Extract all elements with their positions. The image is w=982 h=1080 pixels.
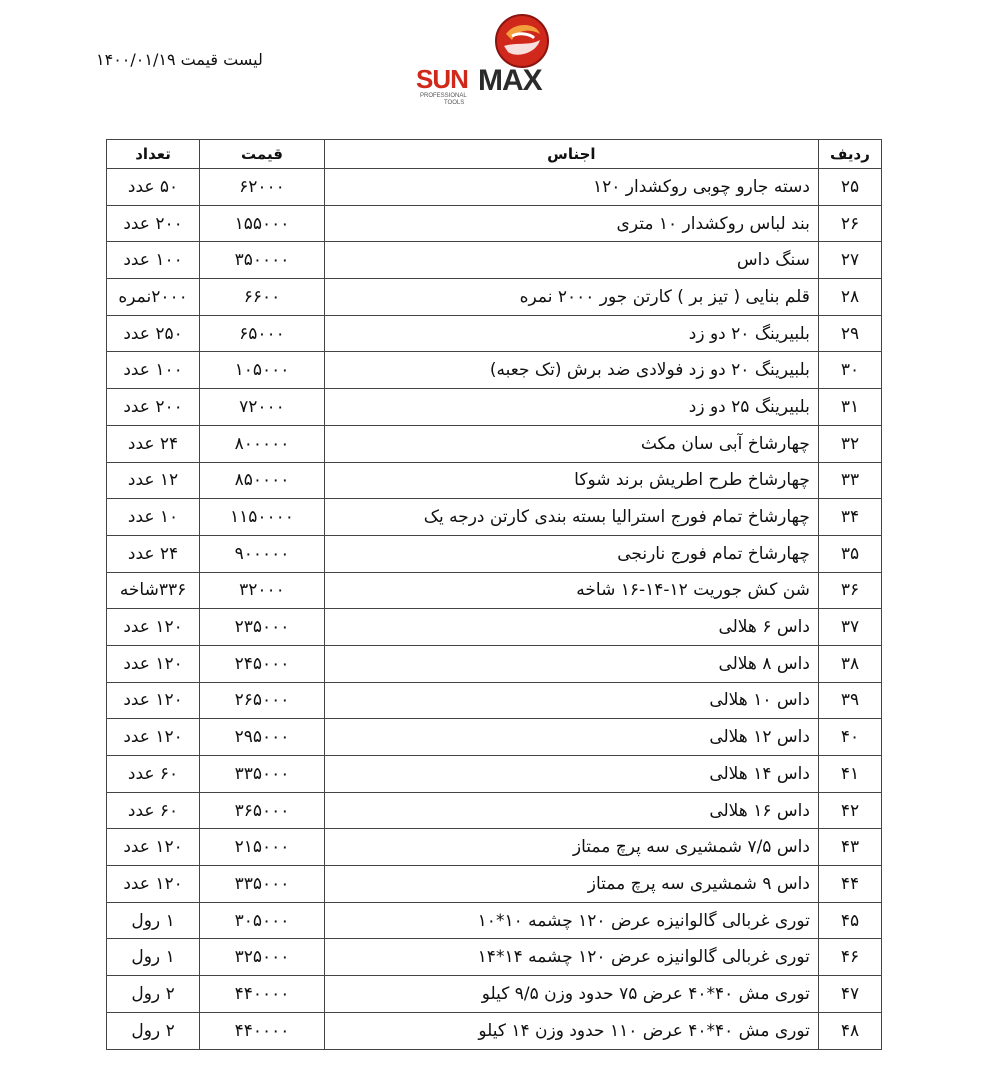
table-row [107, 1012, 882, 1049]
cell-row-number: ۴۲ [818, 792, 881, 829]
cell-price: ۴۴۰۰۰۰ [200, 1012, 325, 1049]
cell-price: ۹۰۰۰۰۰ [200, 535, 325, 572]
cell-price: ۴۴۰۰۰۰ [200, 976, 325, 1013]
cell-price: ۸۰۰۰۰۰ [200, 425, 325, 462]
cell-item: داس ۱۰ هلالی [324, 682, 818, 719]
cell-qty: ۶۰ عدد [107, 756, 200, 793]
cell-price: ۲۳۵۰۰۰ [200, 609, 325, 646]
table-row [107, 792, 882, 829]
cell-qty: ۲۴ عدد [107, 535, 200, 572]
cell-qty: ۳۳۶شاخه [107, 572, 200, 609]
sunmax-logo [412, 12, 572, 106]
cell-qty: ۱۲۰ عدد [107, 645, 200, 682]
table-row [107, 976, 882, 1013]
cell-qty: ۲۰۰۰نمره [107, 279, 200, 316]
cell-price: ۶۲۰۰۰ [200, 169, 325, 206]
cell-price: ۳۲۵۰۰۰ [200, 939, 325, 976]
logo-tagline-line2: TOOLS [444, 100, 465, 106]
cell-qty: ۲۰۰ عدد [107, 205, 200, 242]
cell-row-number: ۴۶ [818, 939, 881, 976]
cell-item: داس ۹ شمشیری سه پرچ ممتاز [324, 866, 818, 903]
cell-item: توری غربالی گالوانیزه عرض ۱۲۰ چشمه ۱۴*۱۴ [324, 939, 818, 976]
cell-qty: ۱۰ عدد [107, 499, 200, 536]
cell-row-number: ۴۰ [818, 719, 881, 756]
cell-qty: ۱۲۰ عدد [107, 866, 200, 903]
cell-row-number: ۲۶ [818, 205, 881, 242]
cell-item: چهارشاخ تمام فورج استرالیا بسته بندی کارتن درجه یک [324, 499, 818, 536]
table-row [107, 939, 882, 976]
table-row [107, 719, 882, 756]
cell-item: توری مش ۴۰*۴۰ عرض ۱۱۰ حدود وزن ۱۴ کیلو [324, 1012, 818, 1049]
cell-row-number: ۳۰ [818, 352, 881, 389]
cell-item: داس ۱۴ هلالی [324, 756, 818, 793]
table-row [107, 462, 882, 499]
cell-qty: ۲۴ عدد [107, 425, 200, 462]
cell-row-number: ۴۸ [818, 1012, 881, 1049]
cell-item: بلبیرینگ ۲۰ دو زد [324, 315, 818, 352]
cell-price: ۳۵۰۰۰۰ [200, 242, 325, 279]
header-row-number: ردیف [818, 140, 881, 169]
cell-price: ۳۰۵۰۰۰ [200, 902, 325, 939]
cell-row-number: ۲۷ [818, 242, 881, 279]
cell-item: داس ۷/۵ شمشیری سه پرچ ممتاز [324, 829, 818, 866]
cell-row-number: ۴۴ [818, 866, 881, 903]
cell-item: داس ۱۲ هلالی [324, 719, 818, 756]
table-row [107, 609, 882, 646]
cell-qty: ۱۲ عدد [107, 462, 200, 499]
table-row [107, 829, 882, 866]
cell-item: چهارشاخ تمام فورج نارنجی [324, 535, 818, 572]
cell-price: ۱۱۵۰۰۰۰ [200, 499, 325, 536]
cell-item: توری غربالی گالوانیزه عرض ۱۲۰ چشمه ۱۰*۱۰ [324, 902, 818, 939]
cell-qty: ۶۰ عدد [107, 792, 200, 829]
cell-row-number: ۴۳ [818, 829, 881, 866]
cell-price: ۳۳۵۰۰۰ [200, 756, 325, 793]
cell-item: داس ۸ هلالی [324, 645, 818, 682]
cell-row-number: ۲۹ [818, 315, 881, 352]
table-row [107, 645, 882, 682]
cell-item: توری مش ۴۰*۴۰ عرض ۷۵ حدود وزن ۹/۵ کیلو [324, 976, 818, 1013]
cell-row-number: ۴۱ [818, 756, 881, 793]
logo-tagline [420, 93, 467, 107]
cell-row-number: ۳۵ [818, 535, 881, 572]
table-row [107, 902, 882, 939]
cell-qty: ۱۰۰ عدد [107, 242, 200, 279]
cell-item: داس ۶ هلالی [324, 609, 818, 646]
cell-row-number: ۳۲ [818, 425, 881, 462]
header-qty: تعداد [107, 140, 200, 169]
logo-text-sun: SUN [416, 64, 468, 94]
cell-qty: ۲۰۰ عدد [107, 389, 200, 426]
cell-row-number: ۳۸ [818, 645, 881, 682]
table-row [107, 425, 882, 462]
cell-price: ۲۶۵۰۰۰ [200, 682, 325, 719]
cell-qty: ۲ رول [107, 1012, 200, 1049]
cell-item: داس ۱۶ هلالی [324, 792, 818, 829]
cell-row-number: ۳۱ [818, 389, 881, 426]
table-row [107, 682, 882, 719]
cell-row-number: ۴۵ [818, 902, 881, 939]
cell-qty: ۱ رول [107, 902, 200, 939]
cell-item: بلبیرینگ ۲۵ دو زد [324, 389, 818, 426]
table-row [107, 389, 882, 426]
table-row [107, 535, 882, 572]
cell-item: بند لباس روکشدار ۱۰ متری [324, 205, 818, 242]
cell-price: ۲۴۵۰۰۰ [200, 645, 325, 682]
table-row [107, 572, 882, 609]
cell-row-number: ۳۹ [818, 682, 881, 719]
price-list-title: لیست قیمت ۱۴۰۰/۰۱/۱۹ [96, 50, 263, 69]
cell-price: ۲۱۵۰۰۰ [200, 829, 325, 866]
cell-price: ۷۲۰۰۰ [200, 389, 325, 426]
table-row [107, 499, 882, 536]
cell-row-number: ۲۸ [818, 279, 881, 316]
table-row [107, 756, 882, 793]
cell-item: قلم بنایی ( تیز بر ) کارتن جور ۲۰۰۰ نمره [324, 279, 818, 316]
cell-qty: ۱ رول [107, 939, 200, 976]
table-row [107, 352, 882, 389]
cell-price: ۳۶۵۰۰۰ [200, 792, 325, 829]
cell-item: چهارشاخ طرح اطریش برند شوکا [324, 462, 818, 499]
cell-price: ۲۹۵۰۰۰ [200, 719, 325, 756]
table-row [107, 242, 882, 279]
table-row [107, 205, 882, 242]
cell-qty: ۱۲۰ عدد [107, 609, 200, 646]
cell-row-number: ۴۷ [818, 976, 881, 1013]
cell-row-number: ۲۵ [818, 169, 881, 206]
cell-row-number: ۳۶ [818, 572, 881, 609]
cell-row-number: ۳۳ [818, 462, 881, 499]
cell-row-number: ۳۴ [818, 499, 881, 536]
cell-row-number: ۳۷ [818, 609, 881, 646]
cell-qty: ۱۲۰ عدد [107, 682, 200, 719]
logo-tagline-line1: PROFESSIONAL [420, 93, 467, 99]
cell-price: ۸۵۰۰۰۰ [200, 462, 325, 499]
cell-price: ۶۶۰۰ [200, 279, 325, 316]
header-price: قیمت [200, 140, 325, 169]
cell-item: دسته جارو چوبی روکشدار ۱۲۰ [324, 169, 818, 206]
cell-qty: ۵۰ عدد [107, 169, 200, 206]
cell-item: شن کش جوریت ۱۲-۱۴-۱۶ شاخه [324, 572, 818, 609]
cell-price: ۱۵۵۰۰۰ [200, 205, 325, 242]
cell-item: چهارشاخ آبی سان مکث [324, 425, 818, 462]
cell-qty: ۲ رول [107, 976, 200, 1013]
cell-item: سنگ داس [324, 242, 818, 279]
logo-text-max: MAX [478, 64, 542, 97]
cell-price: ۱۰۵۰۰۰ [200, 352, 325, 389]
cell-price: ۳۳۵۰۰۰ [200, 866, 325, 903]
price-table [106, 139, 882, 1050]
cell-qty: ۱۰۰ عدد [107, 352, 200, 389]
table-body [107, 169, 882, 1050]
cell-qty: ۱۲۰ عدد [107, 829, 200, 866]
cell-price: ۳۲۰۰۰ [200, 572, 325, 609]
table-row [107, 279, 882, 316]
cell-item: بلبیرینگ ۲۰ دو زد فولادی ضد برش (تک جعبه) [324, 352, 818, 389]
header-item: اجناس [324, 140, 818, 169]
table-row [107, 866, 882, 903]
table-row [107, 315, 882, 352]
table-row [107, 169, 882, 206]
table-header-row [107, 140, 882, 169]
logo-emblem-icon [490, 12, 554, 70]
cell-qty: ۱۲۰ عدد [107, 719, 200, 756]
cell-qty: ۲۵۰ عدد [107, 315, 200, 352]
cell-price: ۶۵۰۰۰ [200, 315, 325, 352]
